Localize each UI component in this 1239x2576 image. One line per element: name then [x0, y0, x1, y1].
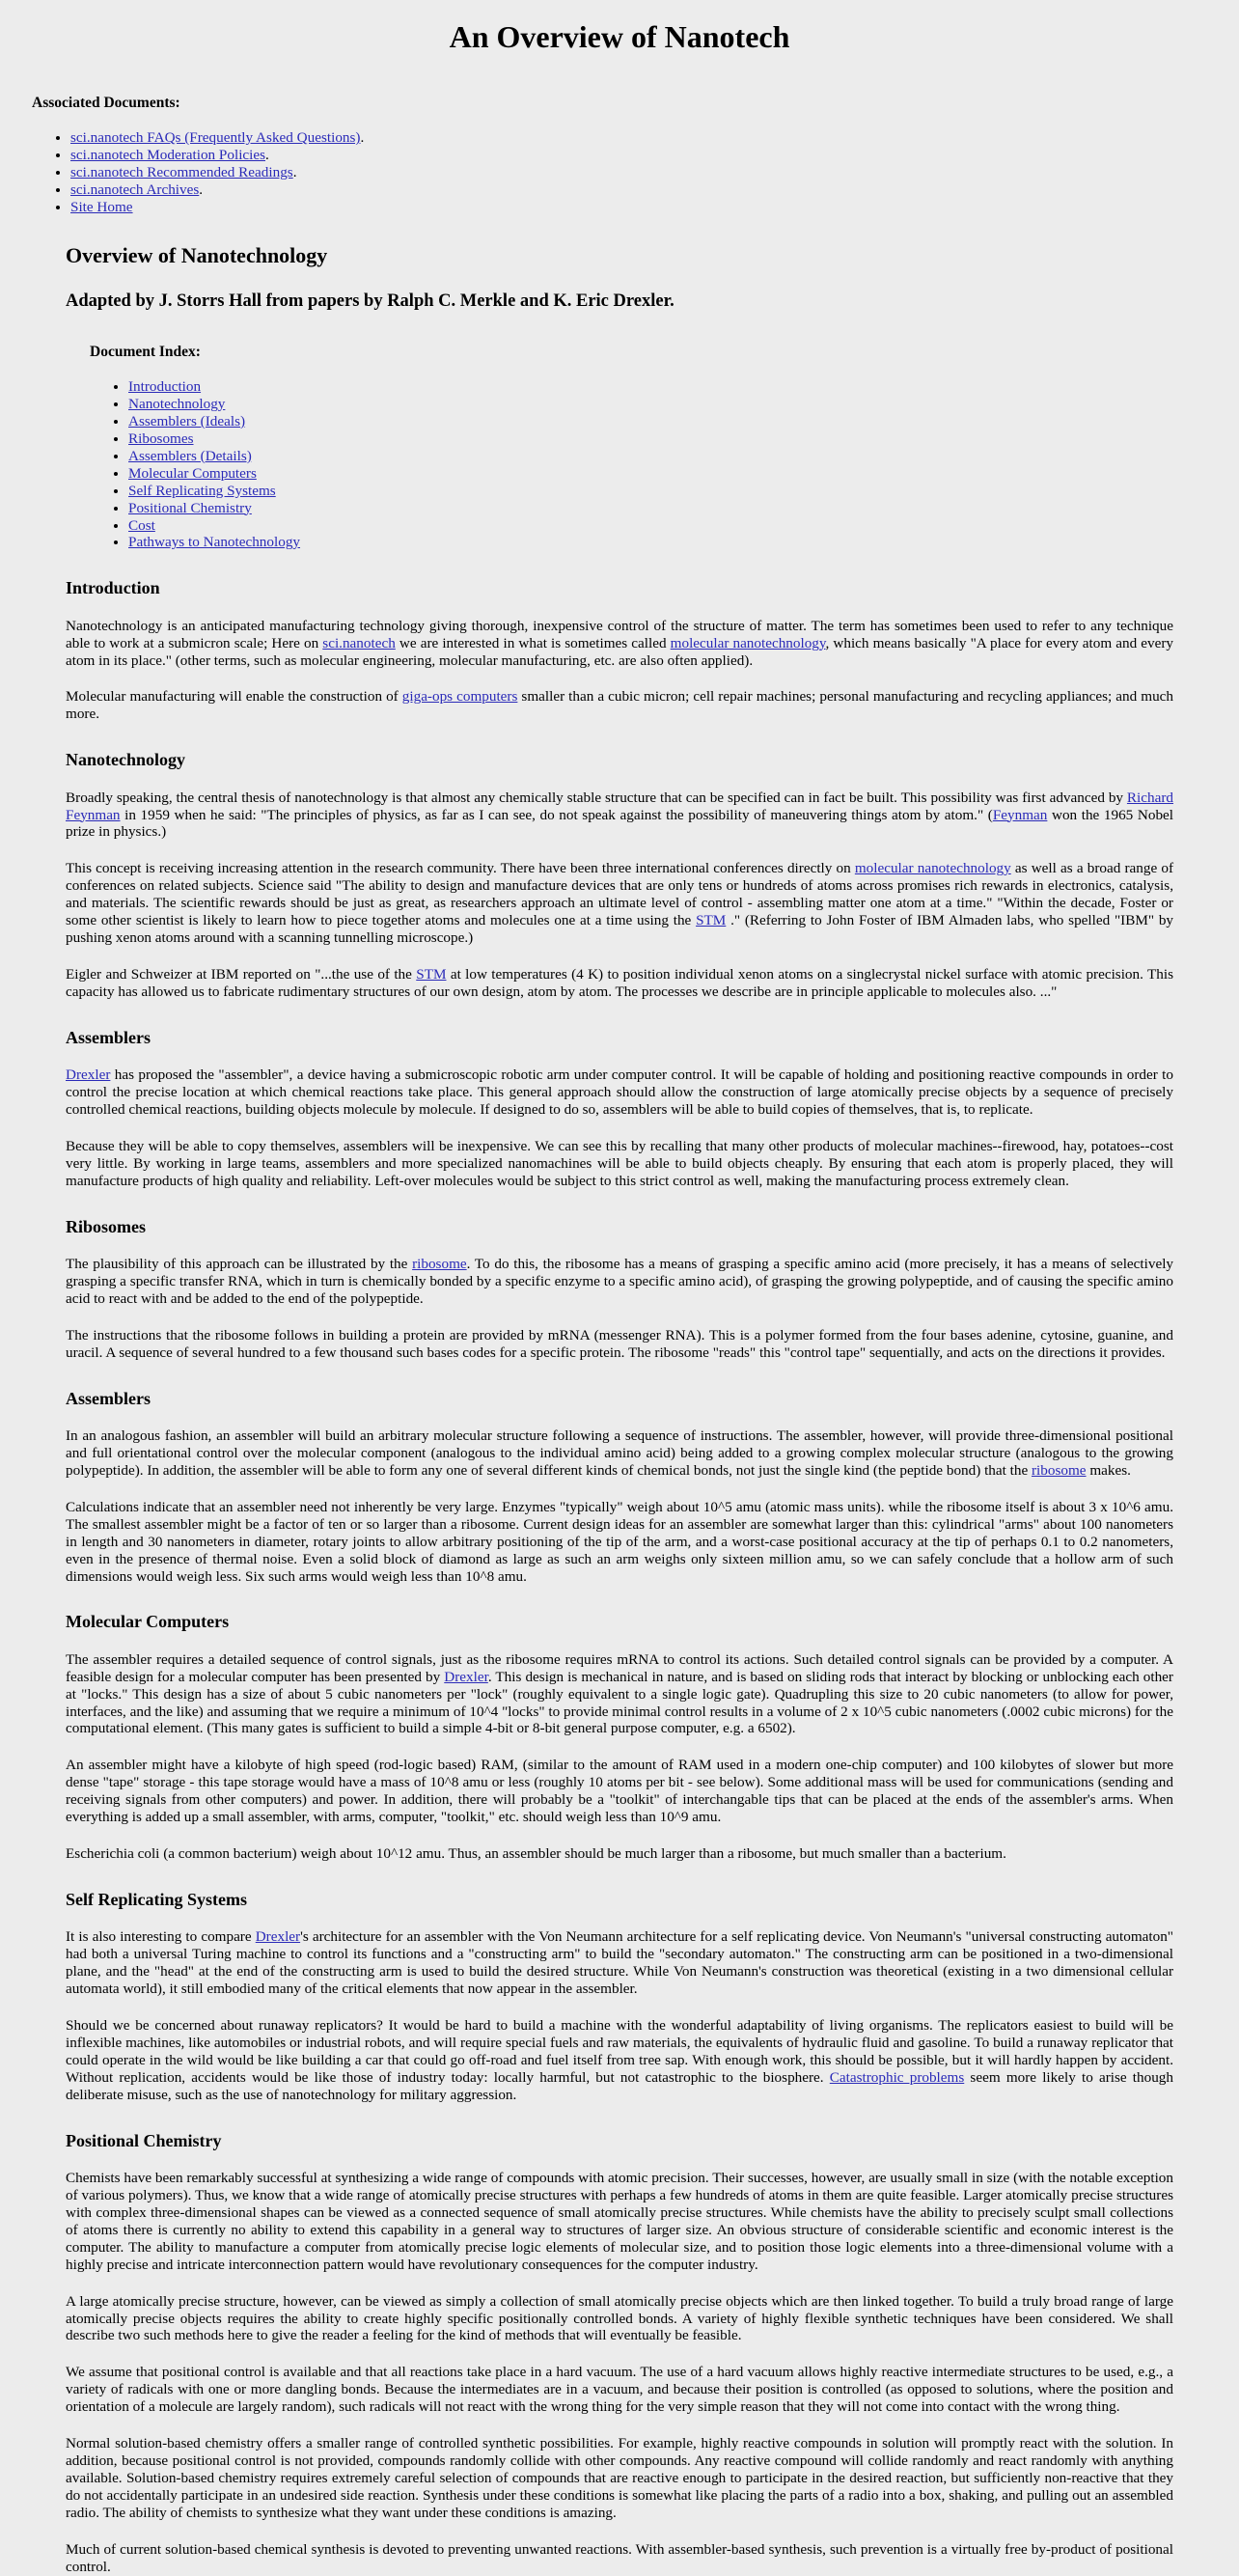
inline-link[interactable]: ribosome: [412, 1256, 467, 1273]
inline-link[interactable]: STM: [696, 912, 727, 929]
inline-link[interactable]: Catastrophic problems: [829, 2068, 965, 2086]
archives-link[interactable]: sci.nanotech Archives: [70, 181, 200, 199]
index-link[interactable]: Assemblers (Details): [128, 447, 252, 464]
associated-documents-list: [0, 129, 1239, 216]
faq-link[interactable]: sci.nanotech FAQs (Frequently Asked Questions): [70, 129, 361, 147]
paragraph-text: Normal solution-based chemistry offers a smaller range of controlled synthetic possibilities. For example, highly reactive compounds in solution will promptly react with the solution. In addition, because positional control is not provided, compounds randomly collide with other compounds. Any reactive compound will collide randomly and react randomly with anything available. Solution-based chemistry requires extremely careful selection of compounds that are reactive enough to participate in the desired reaction, but sufficiently non-reactive that they do not accidentally participate in an undesired side reaction. Synthesis under these conditions is somewhat like placing the parts of a radio into a box, shaking, and pulling out an assembled radio. The ability of chemists to synthesize what they want under these conditions is amazing.: [66, 2435, 1173, 2521]
document-index-list: [66, 378, 1173, 551]
paragraph-text: A large atomically precise structure, however, can be viewed as simply a collection of small atomically precise objects which are then linked together. To build a truly broad range of large atomically precise objects requires the ability to create highly specific positionally controlled bonds. A variety of highly flexible synthetic techniques have been considered. We shall describe two such methods here to give the reader a feeling for the kind of methods that will eventually be feasible.: [66, 2292, 1173, 2344]
paragraph-text: It is also interesting to compare: [66, 1928, 256, 1946]
article-body: [66, 578, 1173, 2575]
index-item: [128, 500, 1173, 517]
paragraph: [66, 1757, 1173, 1826]
associated-documents-heading: Associated Documents:: [32, 95, 180, 111]
index-link[interactable]: Molecular Computers: [128, 464, 257, 482]
paragraph-text: ." (Referring to John Foster of IBM Almaden labs, who spelled "IBM" by pushing xenon atoms around with a scanning tunnelling microscope.): [66, 912, 1174, 947]
inline-link[interactable]: ribosome: [1032, 1461, 1087, 1479]
paragraph: [66, 2364, 1173, 2416]
paragraph: [66, 1845, 1173, 1863]
paragraph: [66, 1499, 1173, 1586]
index-item: [128, 534, 1173, 551]
document-index-heading: Document Index:: [90, 343, 201, 360]
section-heading: Ribosomes: [66, 1216, 147, 1236]
list-item: • sci.nanotech Archives.: [70, 181, 1239, 199]
paragraph-text: Chemists have been remarkably successful at synthesizing a wide range of compounds with atomic precision. Their successes, however, are usually small in size (with the notable exception of various polymers). Thus, we know that a wide range of atomically precise structures with perhaps a few hundreds of atoms in them are quite feasible. Larger atomically precise structures with complex three-dimensional shapes can be viewed as a connected sequence of small atomically precise structures. While chemists have the ability to precisely sculpt small collections of atoms there is currently no ability to extend this capability in a general way to structures of larger size. An obvious structure of considerable scientific and economic interest is the computer. The ability to manufacture a computer from atomically precise logic elements of molecular size, and to position those logic elements into a three-dimensional volume with a highly precise and intricate interconnection pattern would have revolutionary consequences for the computer industry.: [66, 2169, 1173, 2273]
page-title: An Overview of Nanotech: [449, 19, 790, 54]
section-heading: Assemblers: [66, 1027, 151, 1047]
paragraph-text: Much of current solution-based chemical synthesis is devoted to preventing unwanted reactions. With assembler-based synthesis, such prevention is a virtually free by-product of positional control.: [66, 2540, 1173, 2575]
section-heading: Introduction: [66, 578, 160, 598]
list-item: [70, 199, 1239, 216]
paragraph-text: seem more likely to arise though deliberate misuse, such as the use of nanotechnology for military aggression.: [66, 2068, 1173, 2103]
paragraph-text: smaller than a cubic micron; cell repair machines; personal manufacturing and recycling appliances; and much more.: [66, 688, 1173, 723]
index-link[interactable]: Assemblers (Ideals): [128, 412, 246, 429]
inline-link[interactable]: Richard Feynman: [66, 789, 1173, 823]
index-link[interactable]: Self Replicating Systems: [128, 482, 276, 499]
paragraph-text: . This design is mechanical in nature, and is based on sliding rods that interact by blocking or unblocking each other at "locks." This design has a size of about 5 cubic nanometers per "lock" (roughly equivalent to a single logic gate). Quadrupling this size to 20 cubic nanometers (to allow for power, interfaces, and the like) and assuming that we require a minimum of 10^4 "locks" to provide minimal control results in a volume of 2 x 10^5 cubic nanometers (.0002 cubic microns) for the computational element. (This many gates is sufficient to build a simple 4-bit or 8-bit general purpose computer, e.g. a 6502).: [66, 1668, 1173, 1737]
paragraph: [66, 688, 1173, 723]
paragraph: [66, 860, 1173, 947]
paragraph: [66, 2017, 1173, 2104]
paragraph: [66, 2435, 1173, 2522]
paragraph-text: 's architecture for an assembler with the Von Neumann architecture for a self replicating device. Von Neumann's "universal constructing automaton" had both a universal Turing machine to control its functions and a "constructing arm" to build the "secondary automaton." The constructing arm can be positioned in a two-dimensional plane, and the "head" at the end of the constructing arm is used to build the desired structure. While Von Neumann's construction was theoretical (existing in a two dimensional cellular automata world), it still embodied many of the critical elements that now appear in the assembler.: [66, 1928, 1174, 1998]
paragraph-text: An assembler might have a kilobyte of high speed (rod-logic based) RAM, (similar to the amount of RAM used in a modern one-chip computer) and 100 kilobytes of slower but more dense "tape" storage - this tape storage would have a mass of 10^8 amu or less (roughly 10 atoms per bit - see below). Some additional mass will be used for communications (sending and receiving signals from other computers) and power. In addition, there will probably be a "toolkit" of interchangable tips that can be placed at the ends of the assembler's arms. When everything is added up a small assembler, with arms, computer, "toolkit," etc. should weigh less than 10^9 amu.: [66, 1757, 1173, 1826]
paragraph-text: Escherichia coli (a common bacterium) weigh about 10^12 amu. Thus, an assembler should be much larger than a ribosome, but much smaller than a bacterium.: [66, 1845, 1006, 1863]
index-link[interactable]: Introduction: [128, 378, 202, 396]
inline-link[interactable]: Drexler: [255, 1928, 301, 1946]
paragraph: [66, 789, 1173, 842]
inline-link[interactable]: Feynman: [992, 806, 1048, 823]
site-home-link[interactable]: Site Home: [70, 199, 133, 216]
section-heading: Self Replicating Systems: [66, 1890, 247, 1910]
paragraph: [66, 1427, 1173, 1480]
inline-link[interactable]: giga-ops computers: [401, 688, 518, 706]
paragraph: [66, 2541, 1173, 2576]
paragraph: [66, 2170, 1173, 2274]
paragraph-text: Broadly speaking, the central thesis of nanotechnology is that almost any chemically stable structure that can be specified can in fact be built. This possibility was first advanced by: [66, 789, 1127, 806]
list-item: • sci.nanotech FAQs (Frequently Asked Questions).: [70, 129, 1239, 147]
list-item: • sci.nanotech Recommended Readings.: [70, 164, 1239, 181]
paragraph-text: Calculations indicate that an assembler need not inherently be very large. Enzymes "typically" weigh about 10^5 amu (atomic mass units). while the ribosome itself is about 3 x 10^6 amu. The smallest assembler might be a factor of ten or so larger than a ribosome. Current design ideas for an assembler are somewhat larger than this: cylindrical "arms" about 100 nanometers in length and 30 nanometers in diameter, rotary joints to allow arbitrary positioning of the tip of the arm, and a worst-case positional accuracy at the tip of perhaps 0.1 to 0.2 nanometers, even in the presence of thermal noise. Even a solid block of diamond as large as such an arm weighs only sixteen million amu, so we can safely conclude that a hollow arm of such dimensions would weigh less. Six such arms would weigh less than 10^8 amu.: [66, 1498, 1173, 1585]
list-item: • sci.nanotech Moderation Policies.: [70, 147, 1239, 164]
paragraph: [66, 618, 1173, 670]
paragraph-text: , which means basically "A place for every atom and every atom in its place." (other terms, such as molecular engineering, molecular manufacturing, etc. are also often applied).: [66, 634, 1173, 669]
index-link[interactable]: Cost: [128, 516, 155, 534]
section-heading: Molecular Computers: [66, 1612, 230, 1632]
index-item: [128, 465, 1173, 483]
index-item: [128, 448, 1173, 465]
index-item: [128, 430, 1173, 448]
recommended-readings-link[interactable]: sci.nanotech Recommended Readings: [70, 164, 293, 181]
paragraph-text: . To do this, the ribosome has a means of grasping a specific amino acid (more precisely, it has a means of selectively grasping a specific transfer RNA, which in turn is chemically bonded by a specific enzyme to a specific amino acid), of grasping the growing polypeptide, and of causing the specific amino acid to react with and be added to the end of the polypeptide.: [66, 1256, 1174, 1307]
inline-link[interactable]: STM: [416, 966, 447, 983]
paragraph-text: This concept is receiving increasing attention in the research community. There have been three international conferences directly on: [66, 860, 855, 877]
paragraph: [66, 1651, 1173, 1738]
section-heading: Positional Chemistry: [66, 2130, 222, 2150]
index-item: [128, 517, 1173, 535]
paragraph-text: Because they will be able to copy themselves, assemblers will be inexpensive. We can see this by recalling that many other products of molecular machines--firewood, hay, potatoes--cost very little. By working in large teams, assemblers and more specialized nanomachines will be able to build objects cheaply. By ensuring that each atom is properly placed, they will manufacture products of high quality and reliability. Left-over molecules would be subject to this strict control as well, making the manufacturing process extremely clean.: [66, 1137, 1173, 1189]
section-heading: Assemblers: [66, 1388, 151, 1408]
inline-link[interactable]: molecular nanotechnology: [670, 634, 826, 651]
index-link[interactable]: Positional Chemistry: [128, 499, 252, 516]
index-link[interactable]: Pathways to Nanotechnology: [128, 534, 301, 551]
paragraph-text: The assembler requires a detailed sequence of control signals, just as the ribosome requires mRNA to control its actions. Such detailed control signals can be provided by a computer. A feasible design for a molecular computer has been presented by: [66, 1650, 1173, 1685]
index-item: [128, 378, 1173, 396]
index-item: [128, 483, 1173, 500]
paragraph-text: won the 1965 Nobel prize in physics.): [66, 806, 1173, 841]
paragraph-text: in 1959 when he said: "The principles of physics, as far as I can see, do not speak against the possibility of maneuvering things atom by atom." (: [120, 806, 993, 823]
paragraph-text: The instructions that the ribosome follows in building a protein are provided by mRNA (messenger RNA). This is a polymer formed from the four bases adenine, cytosine, guanine, and uracil. A sequence of several hundred to a few thousand such bases codes for a specific protein. The ribosome "reads" this "control tape" sequentially, and acts on the directions it provides.: [66, 1326, 1173, 1361]
paragraph-text: Nanotechnology is an anticipated manufacturing technology giving thorough, inexpensive control of the structure of matter. The term has sometimes been used to refer to any technique able to work at a submicron scale; Here on: [66, 617, 1173, 651]
moderation-policies-link[interactable]: sci.nanotech Moderation Policies: [70, 147, 266, 164]
paragraph-text: as well as a broad range of conferences on related subjects. Science said "The ability to design and manufacture devices that are only tens or hundreds of atoms across promises rich rewards in electronics, catalysis, and materials. The scientific rewards should be just as great, as researchers approach an ultimate level of control - assembling matter one atom at a time." "Within the decade, Foster or some other scientist is likely to learn how to piece together atoms and molecules one at a time using the: [66, 860, 1174, 929]
index-item: [128, 396, 1173, 413]
paragraph-text: at low temperatures (4 K) to position individual xenon atoms on a singlecrystal nickel surface with atomic precision. This capacity has allowed us to fabricate rudimentary structures of our own design, atom by atom. The processes we describe are in principle applicable to molecules also. ...": [66, 966, 1174, 1000]
index-link[interactable]: Ribosomes: [128, 429, 194, 447]
paragraph: [66, 1327, 1173, 1362]
paragraph: [66, 966, 1173, 1001]
paragraph: [66, 1066, 1173, 1119]
paragraph-text: The plausibility of this approach can be illustrated by the: [66, 1256, 413, 1273]
index-link[interactable]: Nanotechnology: [128, 395, 226, 412]
paragraph-text: has proposed the "assembler", a device having a submicroscopic robotic arm under computer control. It will be capable of holding and positioning reactive compounds in order to control the precise location at which chemical reactions take place. This general approach should allow the construction of large atomically precise objects by a sequence of precisely controlled chemical reactions, building objects molecule by molecule. If designed to do so, assemblers will be able to build copies of themselves, that is, to replicate.: [66, 1066, 1173, 1119]
paragraph: [66, 1256, 1173, 1308]
index-item: [128, 413, 1173, 430]
paragraph-text: We assume that positional control is available and that all reactions take place in a hard vacuum. The use of a hard vacuum allows highly reactive intermediate structures to be used, e.g., a variety of radicals with one or more dangling bonds. Because the intermediates are in a vacuum, and because their position is controlled (as opposed to solutions, where the position and orientation of a molecule are largely random), such radicals will not react with the wrong thing for the very simple reason that they will not come into contact with the wrong thing.: [66, 2364, 1173, 2416]
paragraph: [66, 1138, 1173, 1190]
document-title: Overview of Nanotechnology: [66, 242, 328, 267]
paragraph: [66, 1928, 1173, 1998]
section-heading: Nanotechnology: [66, 750, 186, 770]
inline-link[interactable]: sci.nanotech: [322, 634, 396, 651]
paragraph-text: Molecular manufacturing will enable the construction of: [66, 688, 402, 706]
inline-link[interactable]: Drexler: [444, 1668, 488, 1685]
paragraph-text: makes.: [1086, 1461, 1131, 1479]
paragraph: [66, 2293, 1173, 2345]
paragraph-text: we are interested in what is sometimes called: [395, 634, 671, 651]
paragraph-text: In an analogous fashion, an assembler will build an arbitrary molecular structure following a sequence of instructions. The assembler, however, will provide three-dimensional positional and full orientational control over the molecular component (analogous to the individual amino acid) being added to a growing complex molecular structure (analogous to the growing polypeptide). In addition, the assembler will be able to form any one of several different kinds of chemical bonds, not just the single kind (the peptide bond) that the: [66, 1426, 1173, 1479]
inline-link[interactable]: molecular nanotechnology: [854, 860, 1011, 877]
document-byline: Adapted by J. Storrs Hall from papers by Ralph C. Merkle and K. Eric Drexler.: [66, 291, 675, 311]
inline-link[interactable]: Drexler: [66, 1066, 111, 1084]
paragraph-text: Eigler and Schweizer at IBM reported on "...the use of the: [66, 966, 417, 983]
paragraph-text: Should we be concerned about runaway replicators? It would be hard to build a machine with the wonderful adaptability of living organisms. The replicators easiest to build will be inflexible machines, like automobiles or industrial robots, and will require special fuels and raw materials, the equivalents of hydraulic fluid and gasoline. To build a runaway replicator that could operate in the wild would be like building a car that could go off-road and fuel itself from tree sap. With enough work, this should be possible, but it will hardly happen by accident. Without replication, accidents would be like those of industry today: locally harmful, but not catastrophic to the biosphere.: [66, 2017, 1173, 2086]
main-content: [66, 243, 1173, 2576]
